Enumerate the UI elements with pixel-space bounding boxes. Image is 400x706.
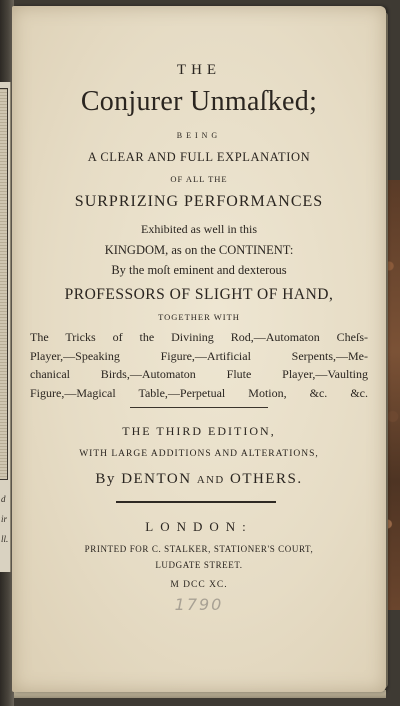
frontispiece-plate-edge [0, 82, 11, 572]
subtitle-clear-explanation: A CLEAR AND FULL EXPLANATION [87, 150, 311, 164]
together-with: TOGETHER WITH [158, 312, 240, 322]
divider-rule-thick [116, 501, 276, 503]
author-and: AND [196, 474, 225, 486]
frontispiece-engraving [0, 88, 8, 480]
author-by: By [95, 471, 116, 487]
paragraph-line: Figure,—Magical Table,—Perpetual Motion, &c. &c. [30, 385, 368, 400]
imprint-street: LUDGATE STREET. [155, 560, 243, 570]
heading-the: THE [176, 62, 222, 78]
subtitle-of-all: OF ALL THE [170, 174, 228, 184]
author-denton: DENTON [121, 471, 192, 487]
plate-text-fragment: ll. [1, 534, 9, 544]
imprint-printer: PRINTED FOR C. STALKER, STATIONER'S COURT, [84, 544, 314, 554]
imprint-place: LONDON: [145, 519, 253, 534]
additions-statement: WITH LARGE ADDITIONS AND ALTERATIONS, [79, 449, 319, 459]
subtitle-professors: PROFESSORS OF SLIGHT OF HAND, [64, 286, 334, 303]
author-others: OTHERS. [229, 471, 303, 487]
plate-text-fragment: d [1, 494, 6, 504]
paragraph-line: The Tricks of the Divining Rod,—Automaton Cheſs- [30, 330, 368, 344]
plate-text-fragment: ir [1, 514, 8, 524]
divider-rule [130, 407, 268, 408]
author-statement [12, 471, 386, 488]
subtitle-surprizing: SURPRIZING PERFORMANCES [74, 193, 324, 210]
edition-statement: THE THIRD EDITION, [122, 424, 276, 438]
contents-paragraph [30, 328, 368, 402]
paragraph-line: Player,—Speaking Figure,—Artificial Serpents,—Me- [30, 348, 368, 363]
subtitle-being: BEING [176, 131, 222, 140]
subtitle-by-most: By the moſt eminent and dexterous [111, 263, 287, 277]
imprint-year: M DCC XC. [170, 580, 228, 590]
book-title: Conjurer Unmaſked; [80, 86, 318, 117]
paragraph-line: chanical Birds,—Automaton Flute Player,—Vaulting [30, 367, 368, 381]
subtitle-exhibited: Exhibited as well in this [141, 222, 257, 236]
handwritten-year-annotation: 1790 [174, 595, 224, 614]
subtitle-kingdom: KINGDOM, as on the CONTINENT: [104, 243, 294, 257]
